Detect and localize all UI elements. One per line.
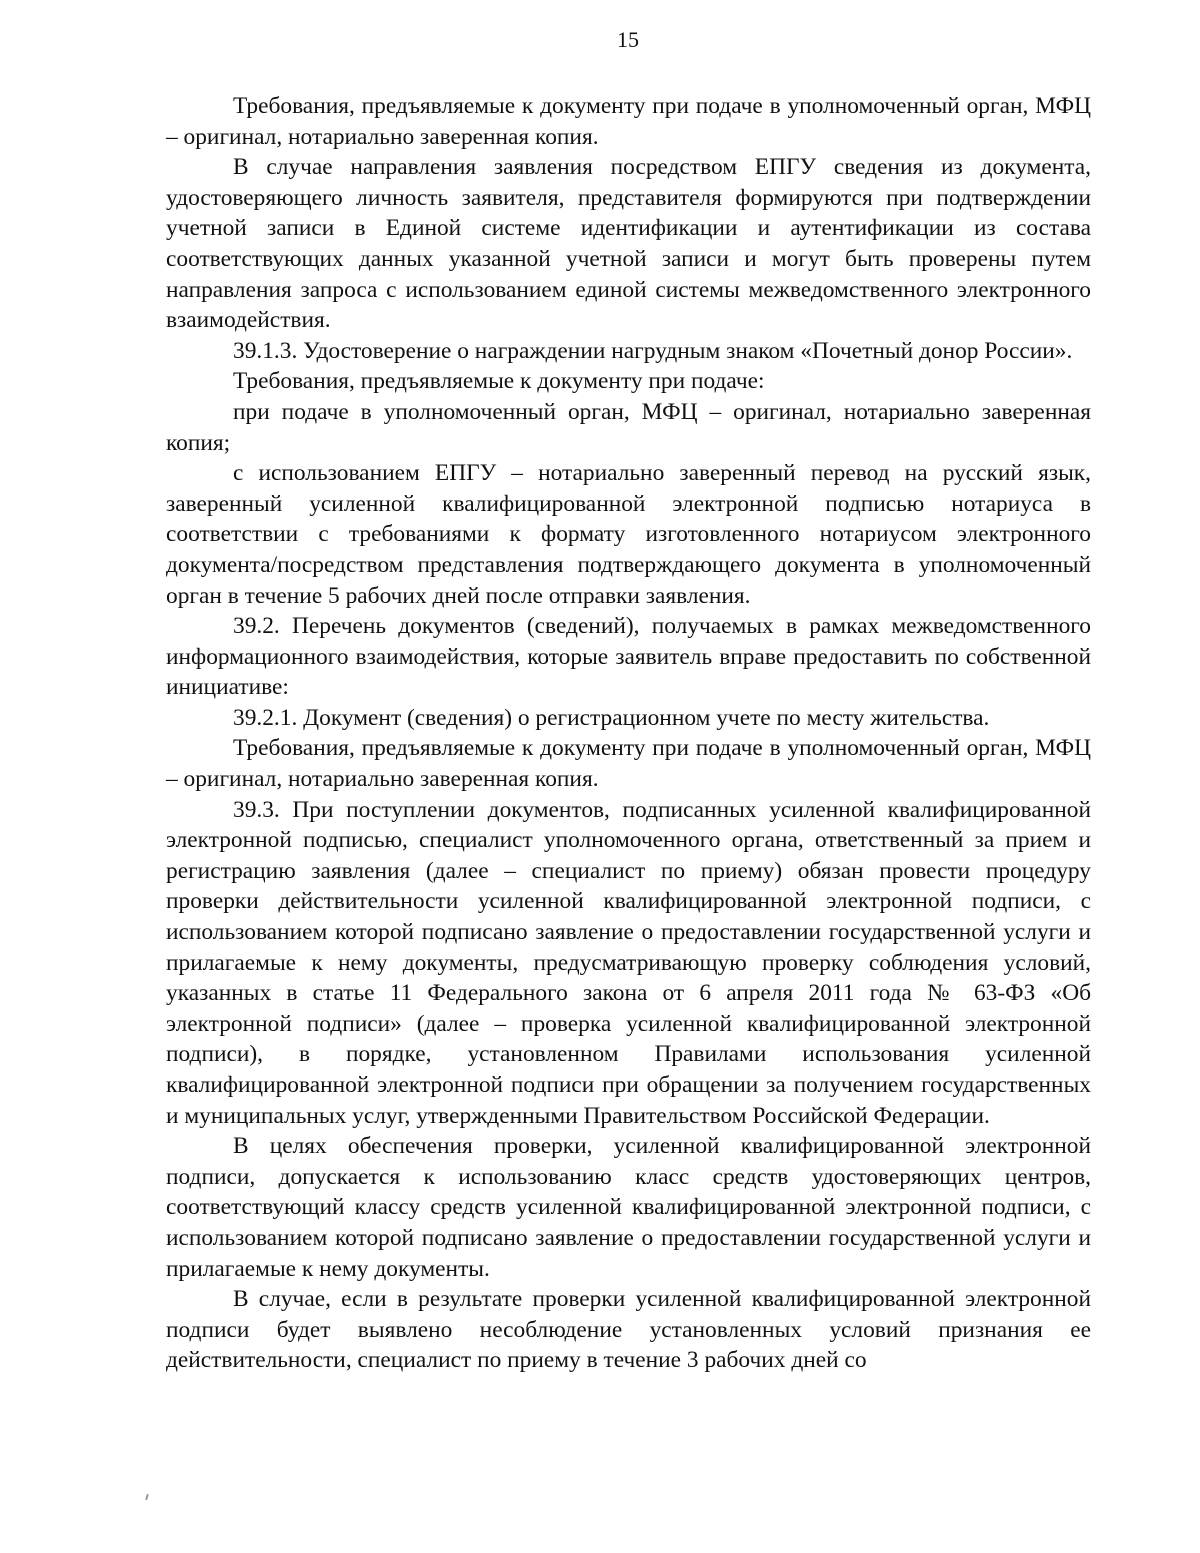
paragraph-verification-class: В целях обеспечения проверки, усиленной квалифицированной электронной подписи, допускается к использованию класс средств удостоверяющих центров, соответствующий классу средств усиленной квалифицированной электронной подписи, с использованием которой подписано заявление о предоставлении государственной услуги и прилагаемые к нему документы. (166, 1133, 1091, 1282)
scan-speck (145, 1494, 149, 1500)
paragraph-epgu-translation: с использованием ЕПГУ – нотариально заверенный перевод на русский язык, заверенный усиленной квалифицированной электронной подписью нотариуса в соответствии с требованиями к формату изготовленного нотариусом электронного документа/посредством представления подтверждающего документа в уполномоченный орган в течение 5 рабочих дней после отправки заявления. (166, 460, 1091, 609)
paragraph-39-1-3: 39.1.3. Удостоверение о награждении нагрудным знаком «Почетный донор России». (233, 337, 1073, 364)
paragraph-epgu-identity: В случае направления заявления посредством ЕПГУ сведения из документа, удостоверяющего личность заявителя, представителя формируются при подтверждении учетной записи в Единой системе идентификации и аутентификации из состава соответствующих данных указанной учетной записи и могут быть проверены путем направления запроса с использованием единой системы межведомственного электронного взаимодействия. (166, 154, 1091, 334)
page-number: 15 (617, 27, 639, 52)
paragraph-requirements-1: Требования, предъявляемые к документу при подаче в уполномоченный орган, МФЦ – оригинал, нотариально заверенная копия. (166, 93, 1091, 150)
paragraph-mfc-original: при подаче в уполномоченный орган, МФЦ – оригинал, нотариально заверенная копия; (166, 398, 1091, 456)
paragraph-requirements-2: Требования, предъявляемые к документу при подаче: (233, 368, 765, 395)
paragraph-39-3: 39.3. При поступлении документов, подписанных усиленной квалифицированной электронной подписью, специалист уполномоченного органа, ответственный за прием и регистрацию заявления (далее – специалист по приему) обязан провести процедуру проверки действительности усиленной квалифицированной электронной подписи, с использованием которой подписано заявление о предоставлении государственной услуги и прилагаемые к нему документы, предусматривающую проверку соблюдения условий, указанных в статье 11 Федерального закона от 6 апреля 2011 года № 63-ФЗ «Об электронной подписи» (далее – проверка усиленной квалифицированной электронной подписи), в порядке, установленном Правилами использования усиленной квалифицированной электронной подписи при обращении за получением государственных и муниципальных услуг, утвержденными Правительством Российской Федерации. (166, 796, 1091, 1129)
paragraph-requirements-3: Требования, предъявляемые к документу при подаче в уполномоченный орган, МФЦ – оригинал, нотариально заверенная копия. (166, 735, 1091, 793)
document-body (166, 91, 1091, 1376)
paragraph-invalid-signature: В случае, если в результате проверки усиленной квалифицированной электронной подписи будет выявлено несоблюдение установленных условий признания ее действительности, специалист по приему в течение 3 рабочих дней со (166, 1286, 1091, 1374)
paragraph-39-2-1: 39.2.1. Документ (сведения) о регистрационном учете по месту жительства. (233, 704, 990, 731)
paragraph-39-2: 39.2. Перечень документов (сведений), получаемых в рамках межведомственного информационного взаимодействия, которые заявитель вправе предоставить по собственной инициативе: (166, 613, 1091, 701)
